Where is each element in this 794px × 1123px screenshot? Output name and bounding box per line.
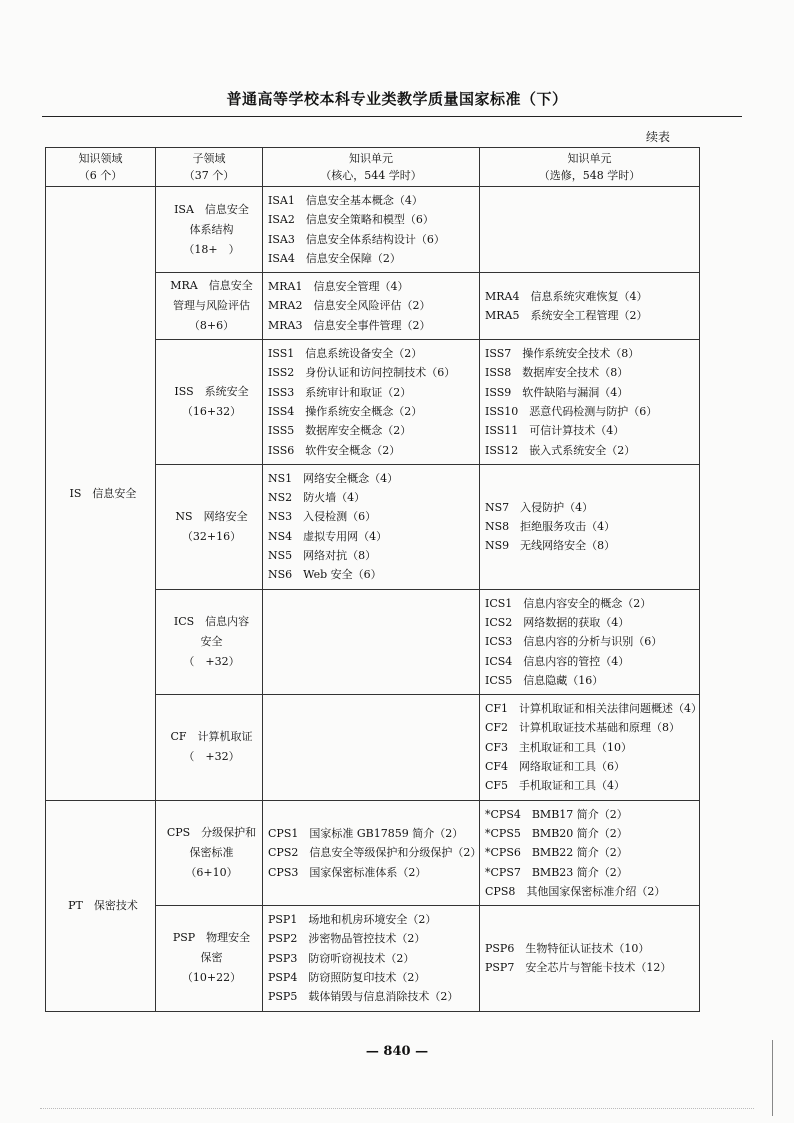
knowledge-unit-item: *CPS6 BMB22 简介（2）: [485, 846, 628, 860]
subarea-cell: [156, 695, 263, 800]
knowledge-unit-item: ISA2 信息安全策略和模型（6）: [268, 213, 434, 227]
unit-list: [268, 469, 479, 585]
subarea-name-line: PSP 物理安全: [172, 931, 251, 945]
knowledge-unit-item: NS8 拒绝服务攻击（4）: [485, 520, 616, 534]
knowledge-unit-item: NS6 Web 安全（6）: [268, 568, 382, 582]
knowledge-unit-item: ISA4 信息安全保障（2）: [268, 251, 401, 265]
table-body: [46, 187, 703, 1012]
column-header-line: （选修，548 学时）: [538, 169, 641, 182]
subarea-name-line: （8+6）: [188, 319, 235, 333]
elective-units-cell: [480, 589, 700, 694]
knowledge-unit-item: ISS12 嵌入式系统安全（2）: [485, 443, 636, 457]
knowledge-unit-item: ISS9 软件缺陷与漏洞（4）: [485, 385, 629, 399]
knowledge-domain-cell: IS 信息安全: [46, 187, 156, 801]
knowledge-unit-item: PSP7 安全芯片与智能卡技术（12）: [485, 961, 672, 975]
column-header-line: 子领域: [192, 152, 226, 165]
core-units-cell: [263, 589, 480, 694]
unit-list: [485, 498, 699, 556]
subarea-name-line: ISA 信息安全: [174, 202, 249, 216]
subarea-name-line: 安全: [200, 634, 223, 648]
knowledge-unit-item: MRA3 信息安全事件管理（2）: [268, 318, 431, 332]
unit-list: [485, 805, 699, 901]
unit-list: [485, 344, 699, 460]
column-header-core-units: [263, 148, 480, 187]
elective-units-cell: [480, 695, 703, 800]
core-units-cell: [263, 695, 480, 800]
subarea-name-line: ISS 系统安全: [174, 384, 249, 398]
knowledge-unit-item: NS7 入侵防护（4）: [485, 500, 594, 514]
knowledge-unit-item: CF2 计算机取证技术基础和原理（8）: [485, 721, 681, 735]
subarea-name-line: MRA 信息安全: [170, 279, 253, 293]
knowledge-unit-item: PSP5 载体销毁与信息消除技术（2）: [268, 990, 459, 1004]
core-units-cell: [263, 340, 480, 465]
unit-list: [268, 191, 479, 268]
elective-units-cell: [480, 464, 700, 589]
scan-side-mark: [772, 1040, 773, 1116]
knowledge-unit-item: CPS8 其他国家保密标准介绍（2）: [485, 884, 666, 898]
knowledge-unit-item: CF3 主机取证和工具（10）: [485, 740, 633, 754]
subarea-cell: [156, 187, 263, 273]
elective-units-cell: [480, 340, 700, 465]
knowledge-unit-item: NS5 网络对抗（8）: [268, 549, 377, 563]
header-rule: [42, 116, 742, 117]
knowledge-unit-item: MRA4 信息系统灾难恢复（4）: [485, 289, 648, 303]
knowledge-unit-item: NS2 防火墙（4）: [268, 491, 366, 505]
subarea-cell: [156, 340, 263, 465]
continued-label: 续表: [646, 130, 671, 144]
elective-units-cell: [480, 800, 700, 905]
knowledge-unit-item: NS3 入侵检测（6）: [268, 510, 377, 524]
subarea-cell: [156, 906, 263, 1011]
knowledge-area-table: [45, 147, 703, 1012]
core-units-cell: [263, 800, 480, 905]
subarea-name-line: （10+22）: [181, 971, 242, 985]
core-units-cell: [263, 906, 480, 1011]
subarea-name-line: （6+10）: [185, 865, 238, 879]
subarea-name-line: ICS 信息内容: [173, 614, 250, 628]
unit-list: [485, 287, 699, 326]
knowledge-unit-item: CPS3 国家保密标准体系（2）: [268, 865, 427, 879]
subarea-name-line: （18+ ）: [183, 242, 240, 256]
knowledge-unit-item: ISA3 信息安全体系结构设计（6）: [268, 232, 445, 246]
column-header-domain: [46, 148, 156, 187]
elective-units-cell: [480, 187, 700, 273]
knowledge-unit-item: ICS1 信息内容安全的概念（2）: [485, 596, 652, 610]
knowledge-unit-item: NS4 虚拟专用网（4）: [268, 529, 388, 543]
knowledge-domain-cell: PT 保密技术: [46, 800, 156, 1011]
knowledge-unit-item: MRA1 信息安全管理（4）: [268, 280, 409, 294]
column-header-line: 知识领域: [78, 152, 123, 165]
subarea-cell: [156, 589, 263, 694]
knowledge-unit-item: ISS2 身份认证和访问控制技术（6）: [268, 366, 456, 380]
knowledge-unit-item: ISS7 操作系统安全技术（8）: [485, 347, 640, 361]
column-header-subarea: [156, 148, 263, 187]
unit-list: [268, 824, 482, 882]
table-row: [46, 187, 700, 273]
unit-list: [268, 277, 479, 335]
subarea-name-line: NS 网络安全: [175, 509, 248, 523]
subarea-name-line: 体系结构: [189, 222, 234, 236]
knowledge-unit-item: ISS8 数据库安全技术（8）: [485, 366, 629, 380]
elective-units-cell: [480, 906, 700, 1011]
knowledge-unit-item: MRA5 系统安全工程管理（2）: [485, 309, 648, 323]
knowledge-unit-item: ICS3 信息内容的分析与识别（6）: [485, 635, 663, 649]
knowledge-unit-item: *CPS4 BMB17 简介（2）: [485, 807, 628, 821]
elective-units-cell: [480, 273, 700, 340]
subarea-name-line: 保密: [200, 951, 223, 965]
unit-list: [485, 939, 699, 978]
subarea-name-line: （32+16）: [181, 529, 242, 543]
knowledge-unit-item: *CPS5 BMB20 简介（2）: [485, 826, 628, 840]
knowledge-unit-item: ISS1 信息系统设备安全（2）: [268, 347, 423, 361]
knowledge-unit-item: CPS1 国家标准 GB17859 简介（2）: [268, 826, 464, 840]
knowledge-unit-item: PSP3 防窃听窃视技术（2）: [268, 951, 415, 965]
subarea-cell: [156, 464, 263, 589]
knowledge-unit-item: CF1 计算机取证和相关法律问题概述（4）: [485, 702, 703, 716]
column-header-line: 知识单元: [349, 152, 393, 165]
core-units-cell: [263, 464, 480, 589]
column-header-elective-units: [480, 148, 700, 187]
page-header-title: 普通高等学校本科专业类教学质量国家标准（下）: [226, 90, 568, 108]
subarea-name-line: （16+32）: [181, 404, 242, 418]
knowledge-unit-item: ICS5 信息隐藏（16）: [485, 673, 604, 687]
subarea-cell: [156, 273, 263, 340]
knowledge-unit-item: ISA1 信息安全基本概念（4）: [268, 194, 423, 207]
knowledge-unit-item: ICS2 网络数据的获取（4）: [485, 615, 630, 629]
knowledge-unit-item: CPS2 信息安全等级保护和分级保护（2）: [268, 846, 482, 860]
table-row: [46, 800, 700, 905]
subarea-name-line: CF 计算机取证: [170, 730, 253, 744]
knowledge-unit-item: ISS5 数据库安全概念（2）: [268, 424, 412, 438]
subarea-name-line: CPS 分级保护和: [166, 825, 257, 839]
unit-list: [485, 594, 699, 690]
knowledge-unit-item: CF4 网络取证和工具（6）: [485, 760, 626, 774]
knowledge-unit-item: MRA2 信息安全风险评估（2）: [268, 299, 431, 313]
unit-list: [268, 910, 479, 1006]
knowledge-unit-item: NS9 无线网络安全（8）: [485, 539, 616, 553]
column-header-line: （37 个）: [183, 169, 235, 182]
knowledge-unit-item: ISS11 可信计算技术（4）: [485, 424, 625, 438]
column-header-line: （核心，544 学时）: [320, 169, 422, 182]
core-units-cell: [263, 273, 480, 340]
table-header-row: [46, 148, 700, 187]
knowledge-unit-item: ISS6 软件安全概念（2）: [268, 443, 401, 457]
knowledge-unit-item: PSP2 涉密物品管控技术（2）: [268, 932, 426, 946]
unit-list: [268, 344, 479, 460]
column-header-line: （6 个）: [78, 169, 123, 182]
unit-list: [485, 699, 703, 795]
knowledge-unit-item: PSP1 场地和机房环境安全（2）: [268, 913, 437, 927]
core-units-cell: [263, 187, 480, 273]
knowledge-unit-item: ISS4 操作系统安全概念（2）: [268, 404, 423, 418]
knowledge-unit-item: CF5 手机取证和工具（4）: [485, 779, 626, 793]
knowledge-unit-item: ISS3 系统审计和取证（2）: [268, 385, 412, 399]
subarea-name-line: 保密标准: [189, 845, 234, 859]
subarea-name-line: 管理与风险评估: [173, 299, 250, 313]
column-header-line: 知识单元: [567, 152, 612, 165]
subarea-cell: [156, 800, 263, 905]
scan-edge-specks: [40, 1108, 754, 1109]
page-number: — 840 —: [365, 1044, 429, 1059]
subarea-name-line: （ +32）: [183, 750, 240, 764]
knowledge-unit-item: PSP6 生物特征认证技术（10）: [485, 942, 650, 956]
subarea-name-line: （ +32）: [183, 654, 240, 668]
knowledge-unit-item: PSP4 防窃照防复印技术（2）: [268, 970, 426, 984]
knowledge-unit-item: *CPS7 BMB23 简介（2）: [485, 865, 628, 879]
knowledge-unit-item: NS1 网络安全概念（4）: [268, 471, 399, 485]
knowledge-unit-item: ICS4 信息内容的管控（4）: [485, 654, 630, 668]
knowledge-unit-item: ISS10 恶意代码检测与防护（6）: [485, 404, 658, 418]
